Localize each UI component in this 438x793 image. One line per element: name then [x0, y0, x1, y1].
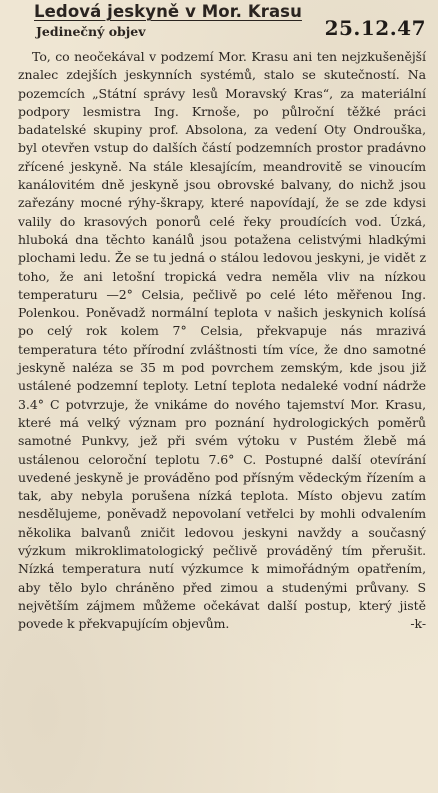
article-body — [18, 48, 426, 634]
article-subtitle: Jedinečný objev — [36, 24, 146, 39]
article-title: Ledová jeskyně v Mor. Krasu — [34, 2, 302, 21]
article-header — [18, 2, 426, 38]
handwritten-date: 25.12.47 — [324, 16, 426, 40]
article-body-text: To, co neočekával v podzemí Mor. Krasu ani ten nejzkušenější znalec zdejších jeskynních systémů, stalo se skutečností. Na pozemcích „Státní správy lesů Moravský Kras“, za materiální podpory lesmistra Ing. Krnoše, po půlroční těžké práci badatelské skupiny prof. Absolona, za vedení Oty Ondrouška, byl otevřen vstup do dalších částí podzemních prostor pradávno zřícené jeskyně. Na stále klesajícím, meandrovitě se vinoucím kanálovitém dně jeskyně jsou obrovské balvany, do nichž jsou zařezány mocné rýhy-škrapy, které napovídají, že se zde kdysi valily do krasových ponorů celé řeky proudících vod. Úzká, hluboká dna těchto kanálů jsou potažena celistvými hladkými plochami ledu. Že se tu jedná o stálou ledovou jeskyni, je vidět z toho, že ani letošní tropická vedra neměla vliv na nízkou temperaturu —2° Celsia, pečlivě po celé léto měřenou Ing. Polenkou. Poněvadž normální teplota v našich jeskynich kolísá po celý rok kolem 7° Celsia, překvapuje nás mrazivá temperatura této přírodní zvláštnosti tím více, že dno samotné jeskyně naléza se 35 m pod povrchem zemským, kde jsou již ustálené podzemní teploty. Letní teplota nedaleké vodní nádrže 3.4° C potvrzuje, že vnikáme do nového tajemství Mor. Krasu, které má velký význam pro poznání hydrologických poměrů samotné Punkvy, jež při svém výtoku v Pustém žlebě má ustálenou celoroční teplotu 7.6° C. Postupné další otevírání uvedené jeskyně je prováděno pod přísným vědeckým řízením a tak, aby nebyla porušena nízká teplota. Místo objevu zatím nesdělujeme, poněvadž nepovolaní vetřelci by mohli odvalením několika balvanů zničit ledovou jeskyni navždy a současný výzkum mikroklimatologický pečlivě prováděný tím přerušit. Nízká temperatura nutí výzkumce k mimořádným opatřením, aby tělo bylo chráněno před zimou a studenými průvany. S největším zájmem můžeme očekávat další postup, který jistě povede k překvapujícím objevům. — [18, 49, 426, 632]
article-signature: -k- — [410, 616, 426, 632]
